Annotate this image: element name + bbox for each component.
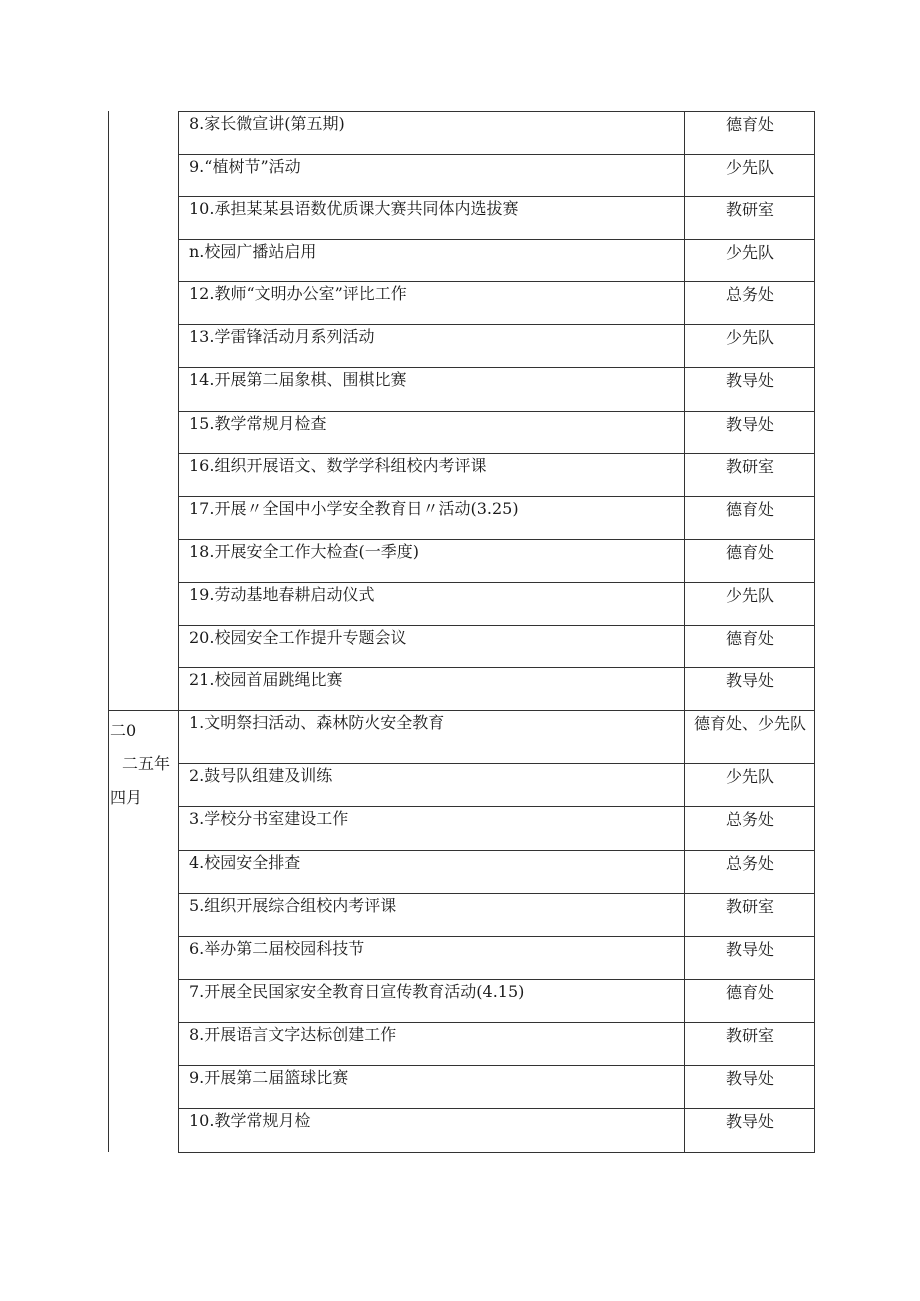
row-divider bbox=[178, 806, 815, 807]
task-text: 13.学雷锋活动月系列活动 bbox=[189, 327, 375, 346]
month-column-left-border bbox=[108, 111, 109, 1152]
task-text: 19.劳动基地春耕启动仪式 bbox=[189, 585, 375, 604]
task-text: 6.举办第二届校园科技节 bbox=[189, 939, 365, 958]
task-text: 20.校园安全工作提升专题会议 bbox=[189, 628, 407, 647]
department-text: 总务处 bbox=[725, 854, 774, 873]
department-text: 少先队 bbox=[725, 586, 774, 605]
month-label: 二五年 bbox=[122, 754, 171, 773]
row-divider bbox=[178, 453, 815, 454]
department-text: 教研室 bbox=[725, 897, 774, 916]
department-text: 教研室 bbox=[725, 1026, 774, 1045]
task-text: 12.教师“文明办公室”评比工作 bbox=[189, 284, 407, 303]
task-column-left-border bbox=[178, 111, 179, 1152]
task-text: 7.开展全民国家安全教育日宣传教育活动(4.15) bbox=[189, 982, 525, 1001]
row-divider bbox=[178, 411, 815, 412]
task-text: 10.承担某某县语数优质课大赛共同体内选拔赛 bbox=[189, 199, 519, 218]
task-text: 18.开展安全工作大检查(一季度) bbox=[189, 542, 419, 561]
row-divider bbox=[178, 625, 815, 626]
row-divider bbox=[178, 239, 815, 240]
department-text: 少先队 bbox=[725, 243, 774, 262]
task-text: 17.开展〃全国中小学安全教育日〃活动(3.25) bbox=[189, 499, 519, 518]
month-group-divider bbox=[108, 710, 178, 711]
task-text: 3.学校分书室建设工作 bbox=[189, 809, 349, 828]
row-divider bbox=[178, 850, 815, 851]
row-divider bbox=[178, 111, 815, 112]
department-text: 教导处 bbox=[725, 371, 774, 390]
department-text: 少先队 bbox=[725, 767, 774, 786]
task-text: n.校园广播站启用 bbox=[189, 242, 317, 261]
row-divider bbox=[178, 936, 815, 937]
task-text: 8.开展语言文字达标创建工作 bbox=[189, 1025, 397, 1044]
row-divider bbox=[178, 1108, 815, 1109]
department-text: 教导处 bbox=[725, 415, 774, 434]
task-text: 10.教学常规月检 bbox=[189, 1111, 311, 1130]
row-divider bbox=[178, 582, 815, 583]
row-divider bbox=[178, 367, 815, 368]
row-divider bbox=[178, 496, 815, 497]
task-text: 8.家长微宣讲(第五期) bbox=[189, 114, 345, 133]
department-text: 教导处 bbox=[725, 671, 774, 690]
row-divider bbox=[178, 154, 815, 155]
dept-column-left-border bbox=[684, 111, 685, 1152]
task-text: 2.鼓号队组建及训练 bbox=[189, 766, 333, 785]
task-text: 14.开展第二届象棋、围棋比赛 bbox=[189, 370, 407, 389]
row-divider bbox=[178, 324, 815, 325]
department-text: 总务处 bbox=[725, 810, 774, 829]
month-label: 二0 bbox=[110, 721, 137, 740]
row-divider bbox=[178, 539, 815, 540]
row-divider bbox=[178, 281, 815, 282]
row-divider bbox=[178, 1065, 815, 1066]
department-text: 德育处 bbox=[725, 629, 774, 648]
department-text: 教导处 bbox=[725, 1112, 774, 1131]
department-text: 德育处 bbox=[725, 543, 774, 562]
task-text: 9.开展第二届篮球比赛 bbox=[189, 1068, 349, 1087]
department-text: 德育处 bbox=[725, 115, 774, 134]
month-label: 四月 bbox=[110, 788, 143, 807]
task-text: 16.组织开展语文、数学学科组校内考评课 bbox=[189, 456, 487, 475]
row-divider bbox=[178, 979, 815, 980]
table-right-border bbox=[814, 111, 815, 1152]
row-divider bbox=[178, 667, 815, 668]
department-text: 德育处 bbox=[725, 983, 774, 1002]
department-text: 教导处 bbox=[725, 940, 774, 959]
task-text: 15.教学常规月检查 bbox=[189, 414, 327, 433]
row-divider bbox=[178, 893, 815, 894]
department-text: 少先队 bbox=[725, 328, 774, 347]
row-divider bbox=[178, 196, 815, 197]
task-text: 4.校园安全排查 bbox=[189, 853, 301, 872]
task-text: 21.校园首届跳绳比赛 bbox=[189, 670, 343, 689]
row-divider bbox=[178, 710, 815, 711]
row-divider bbox=[178, 763, 815, 764]
task-text: 1.文明祭扫活动、森林防火安全教育 bbox=[189, 713, 445, 732]
task-text: 5.组织开展综合组校内考评课 bbox=[189, 896, 397, 915]
row-divider bbox=[178, 1022, 815, 1023]
department-text: 教研室 bbox=[725, 457, 774, 476]
row-divider bbox=[178, 1152, 815, 1153]
department-text: 德育处、少先队 bbox=[693, 714, 806, 733]
department-text: 教导处 bbox=[725, 1069, 774, 1088]
department-text: 总务处 bbox=[725, 285, 774, 304]
department-text: 德育处 bbox=[725, 500, 774, 519]
task-text: 9.“植树节”活动 bbox=[189, 157, 301, 176]
department-text: 教研室 bbox=[725, 200, 774, 219]
department-text: 少先队 bbox=[725, 158, 774, 177]
